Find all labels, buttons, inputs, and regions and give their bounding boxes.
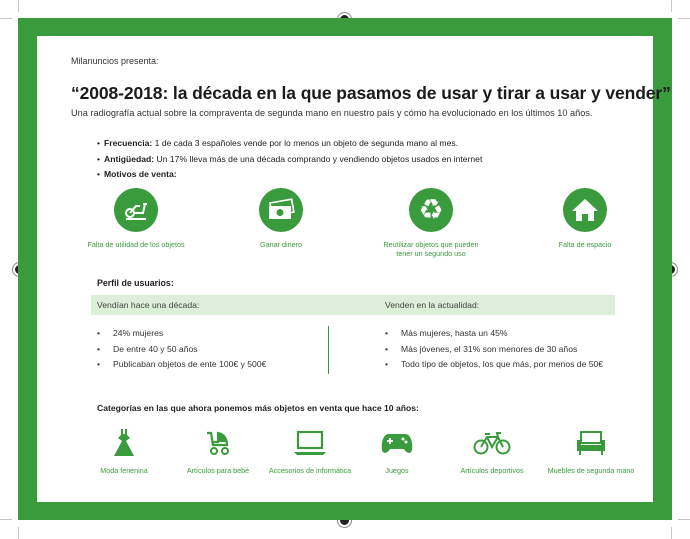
fact-label: Antigüedad: (104, 153, 155, 164)
motive-label: Falta de utilidad de los objetos (87, 240, 185, 249)
fact-frecuencia (97, 138, 482, 154)
before-list (97, 328, 266, 375)
fact-antiguedad (97, 154, 482, 170)
fact-label: Frecuencia: (104, 138, 153, 148)
motive-item (376, 188, 486, 258)
category-label: Juegos (385, 466, 409, 475)
motive-item (226, 188, 336, 249)
laptop-icon (265, 428, 355, 458)
category-label: Accesorios de informática (268, 466, 352, 475)
crop-mark (678, 519, 690, 520)
sofa-icon (546, 428, 636, 458)
fact-motivos (97, 169, 482, 185)
list-item: • Todo tipo de objetos, los que más, por menos de 50€ (385, 359, 603, 375)
motive-label: Falta de espacio (558, 240, 612, 249)
category-item (173, 428, 263, 475)
page-title: “2008-2018: la década en la que pasamos de usar y tirar a usar y vender” (71, 83, 671, 103)
motives-row (37, 188, 653, 258)
bicycle-icon (447, 428, 537, 458)
crop-mark (0, 519, 12, 520)
fact-text: 1 de cada 3 españoles vende por lo menos un objeto de segunda mano al mes. (152, 138, 459, 148)
list-item: • De entre 40 y 50 años (97, 344, 266, 360)
exercise-bike-icon (114, 188, 158, 232)
now-heading: Venden en la actualidad: (385, 300, 480, 310)
crop-mark (18, 527, 19, 539)
category-item (546, 428, 636, 475)
column-divider (328, 326, 329, 374)
category-item (79, 428, 169, 475)
fact-label: Motivos de venta: (104, 169, 177, 179)
dress-icon (79, 428, 169, 458)
profile-header-band (91, 295, 615, 315)
crop-mark (18, 0, 19, 12)
crop-mark (678, 18, 690, 19)
motive-label: Reutilizar objetos que pueden tener un segundo uso (383, 240, 479, 258)
category-label: Muebles de segunda mano (547, 466, 635, 475)
list-item: • Publicaban objetos de ente 100€ y 500€ (97, 359, 266, 375)
list-item: • Más mujeres, hasta un 45% (385, 328, 603, 344)
motive-label: Ganar dinero (260, 240, 302, 249)
category-label: Moda fenenina (100, 466, 148, 475)
facts-list (97, 138, 482, 185)
profile-heading: Perfil de usuarios: (97, 278, 174, 288)
money-icon (259, 188, 303, 232)
gamepad-icon (352, 428, 442, 458)
list-item: • 24% mujeres (97, 328, 266, 344)
category-item (447, 428, 537, 475)
presenter-line: Milanuncios presenta: (71, 56, 159, 66)
stroller-icon (173, 428, 263, 458)
now-list (385, 328, 603, 375)
before-heading: Vendían hace una década: (97, 300, 200, 310)
fact-text: Un 17% lleva más de una década comprando y vendiendo objetos usados en internet (154, 153, 483, 164)
crop-mark (671, 0, 672, 12)
content-panel (37, 36, 671, 502)
list-item: • Más jóvenes, el 31% son menores de 30 años (385, 344, 603, 360)
category-item (352, 428, 442, 475)
categories-heading: Categorías en las que ahora ponemos más objetos en venta que hace 10 años: (97, 403, 419, 413)
recycle-icon: ♻ (409, 188, 453, 232)
motive-item (530, 188, 640, 249)
crop-mark (671, 527, 672, 539)
crop-mark (0, 18, 12, 19)
category-label: Artículos para bebé (186, 466, 250, 475)
category-label: Artículos deportivos (460, 466, 524, 475)
home-icon (563, 188, 607, 232)
motive-item (81, 188, 191, 249)
page-subtitle: Una radiografía actual sobre la compraventa de segunda mano en nuestro país y cómo ha evolucionado en los últimos 10 años. (71, 108, 593, 118)
category-item (265, 428, 355, 475)
